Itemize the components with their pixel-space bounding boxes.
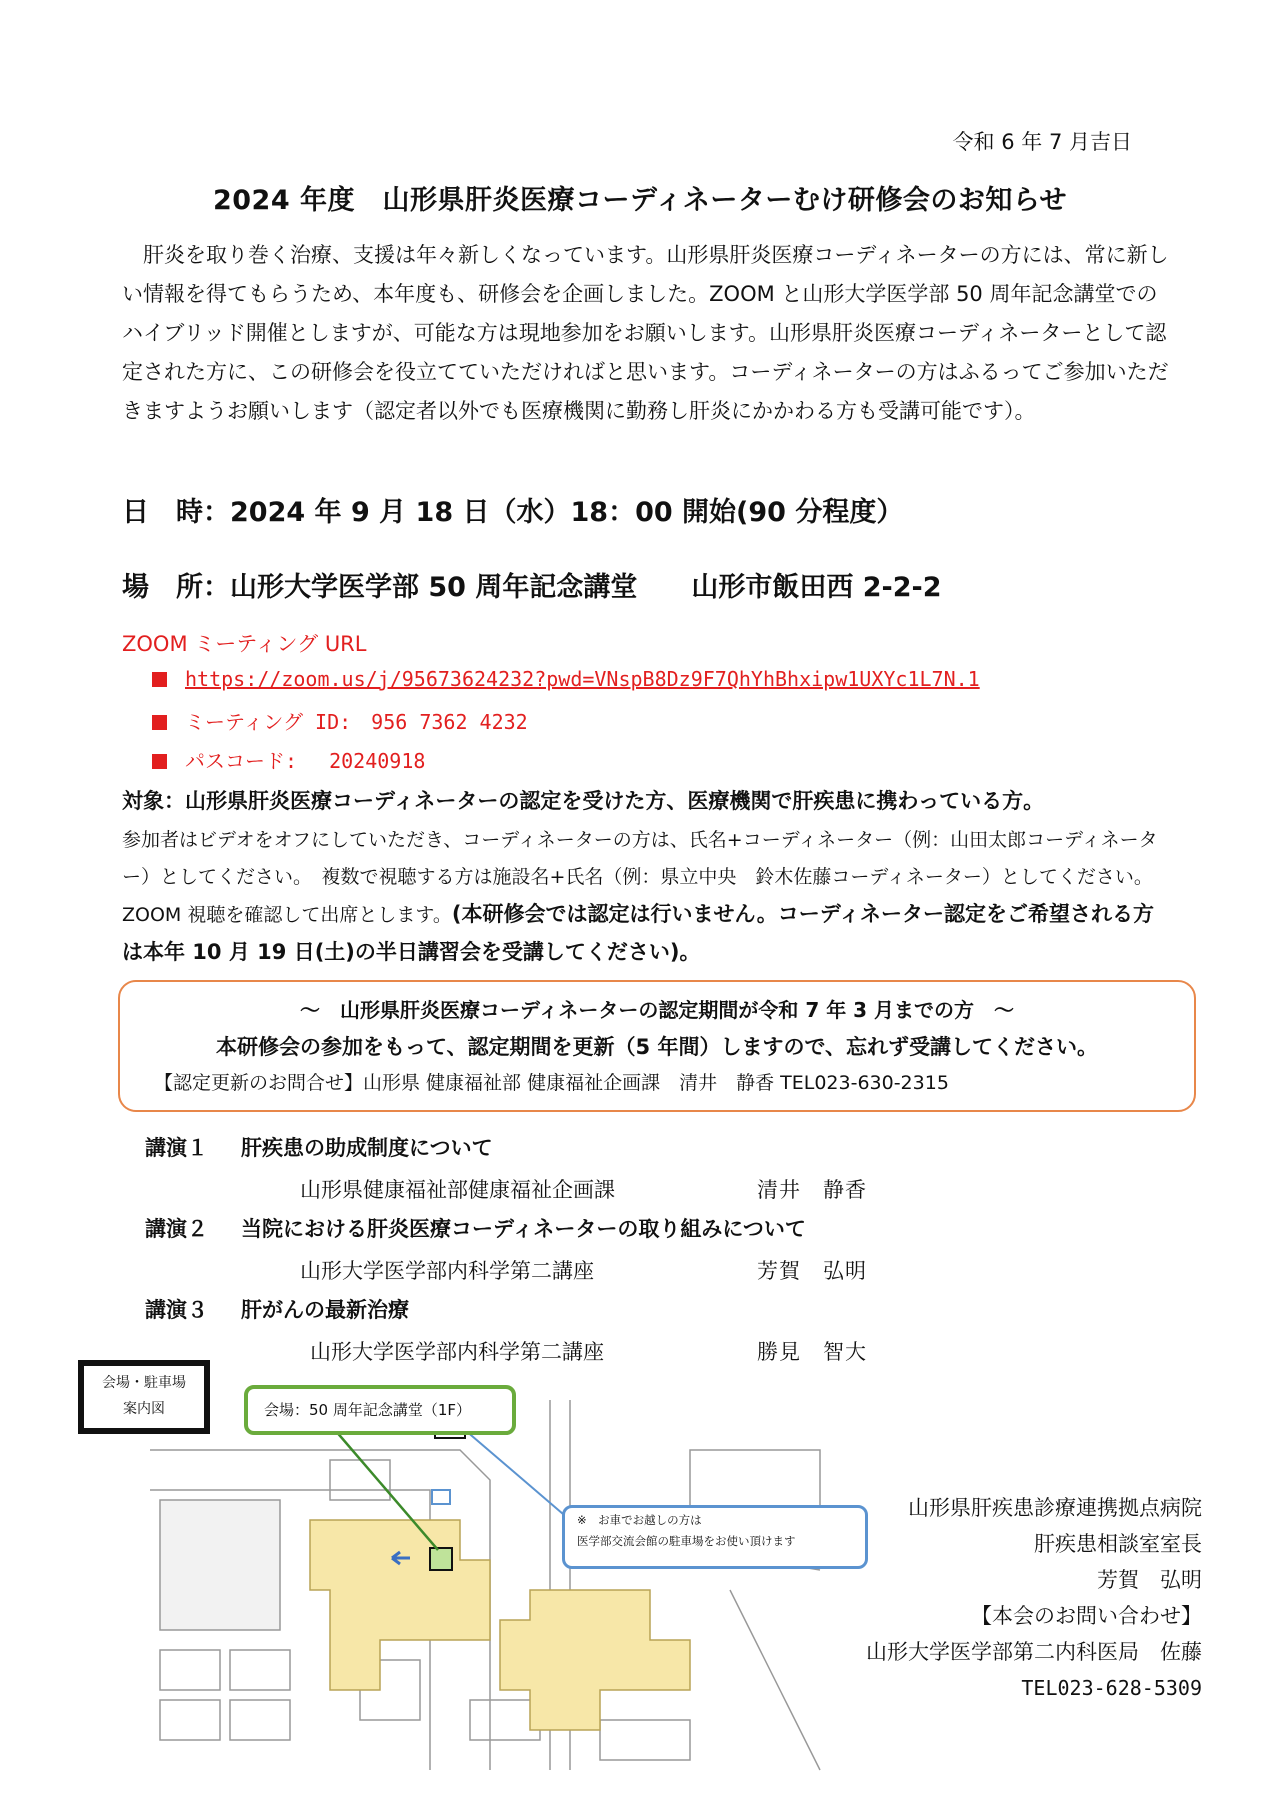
parking-line2: 医学部交流会館の駐車場をお使い頂けます: [577, 1534, 796, 1548]
map-label: [78, 1360, 210, 1434]
zoom-id-row: [152, 706, 528, 735]
page-title: 2024 年度 山形県肝炎医療コーディネーターむけ研修会のお知らせ: [212, 185, 1068, 216]
bullet-square-icon: [152, 754, 167, 769]
lecture-speaker: 清井 静香: [757, 1178, 867, 1202]
event-datetime: 日 時：2024 年 9 月 18 日（水）18：00 開始(90 分程度）: [122, 497, 904, 528]
map-label-line2: 案内図: [123, 1401, 165, 1417]
contact-line3: 芳賀 弘明: [1097, 1568, 1202, 1592]
event-venue: 場 所：山形大学医学部 50 周年記念講堂 山形市飯田西 2-2-2: [122, 572, 942, 603]
contact-block: [866, 1490, 1202, 1706]
renewal-line1: ～ 山形県肝炎医療コーディネーターの認定期間が令和 7 年 3 月までの方 ～: [299, 998, 1015, 1022]
lecture-number: 講演２: [145, 1217, 208, 1241]
contact-line5: 山形大学医学部第二内科医局 佐藤: [866, 1640, 1202, 1664]
lecture-3: [145, 1294, 409, 1324]
venue-callout: 会場：50 周年記念講堂（1F）: [244, 1385, 516, 1435]
renewal-line2: 本研修会の参加をもって、認定期間を更新（5 年間）しますので、忘れず受講してください。: [215, 1035, 1099, 1059]
lecture-speaker: 芳賀 弘明: [757, 1259, 867, 1283]
intro-paragraph: [122, 236, 1172, 431]
campus-map: [130, 1390, 830, 1790]
zoom-url-row: [152, 667, 980, 691]
note-bold-text: (本研修会では認定は行いません。コーディネーター認定をご希望される方は本年 10 月 19 日(土)の半日講習会を受講してください)。: [122, 902, 1155, 964]
bullet-square-icon: [152, 715, 167, 730]
parking-callout: [562, 1505, 868, 1569]
lecture-2: [145, 1213, 806, 1243]
contact-line4: 【本会のお問い合わせ】: [971, 1604, 1202, 1628]
zoom-passcode: パスコード: 20240918: [185, 749, 426, 773]
renewal-contact: 【認定更新のお問合せ】山形県 健康福祉部 健康福祉企画課 清井 静香 TEL023-630-2315: [154, 1072, 949, 1094]
lecture-number: 講演１: [145, 1136, 208, 1160]
lecture-title: 肝疾患の助成制度について: [241, 1136, 493, 1160]
note-text: 参加者はビデオをオフにしていただき、コーディネーターの方は、氏名+コーディネーター（例：山田太郎コーディネーター）としてください。 複数で視聴する方は施設名+氏名（例：県立中央 鈴木佐藤コーディネーター）としてください。ZOOM 視聴を確認して出席とします。: [122, 829, 1158, 926]
contact-tel: TEL023-628-5309: [1021, 1676, 1202, 1700]
lecture-title: 肝がんの最新治療: [241, 1298, 409, 1322]
target-audience: 対象：山形県肝炎医療コーディネーターの認定を受けた方、医療機関で肝疾患に携わっている方。: [122, 789, 1045, 813]
lecture-affiliation: 山形大学医学部内科学第二講座: [300, 1259, 594, 1283]
map-label-line1: 会場・駐車場: [102, 1375, 186, 1391]
lecture-1: [145, 1132, 493, 1162]
lecture-number: 講演３: [145, 1298, 208, 1322]
issue-date: 令和 6 年 7 月吉日: [952, 130, 1132, 154]
zoom-heading: ZOOM ミーティング URL: [122, 632, 367, 656]
intro-text: 肝炎を取り巻く治療、支援は年々新しくなっています。山形県肝炎医療コーディネーターの方には、常に新しい情報を得てもらうため、本年度も、研修会を企画しました。ZOOM と山形大学医学部 50 周年記念講堂でのハイブリッド開催としますが、可能な方は現地参加をお願いします。山形県肝炎医療コーディネーターとして認定された方に、この研修会を役立てていただければと思います。コーディネーターの方はふるってご参加いただきますようお願いします（認定者以外でも医療機関に勤務し肝炎にかかわる方も受講可能です）。: [122, 243, 1169, 423]
lecture-affiliation: 山形県健康福祉部健康福祉企画課: [300, 1178, 615, 1202]
lecture-affiliation: 山形大学医学部内科学第二講座: [310, 1340, 604, 1364]
zoom-meeting-id: ミーティング ID: 956 7362 4232: [185, 710, 528, 734]
renewal-notice-box: [118, 980, 1196, 1112]
zoom-passcode-row: [152, 745, 425, 774]
lecture-title: 当院における肝炎医療コーディネーターの取り組みについて: [241, 1217, 806, 1241]
lecture-speaker: 勝見 智大: [757, 1340, 867, 1364]
contact-line1: 山形県肝疾患診療連携拠点病院: [908, 1496, 1202, 1520]
contact-line2: 肝疾患相談室室長: [1034, 1532, 1202, 1556]
venue-marker: [430, 1548, 452, 1570]
zoom-url-link[interactable]: https://zoom.us/j/95673624232?pwd=VNspB8Dz9F7QhYhBhxipw1UXYc1L7N.1: [185, 667, 980, 691]
participation-note: [122, 822, 1172, 972]
bullet-square-icon: [152, 672, 167, 687]
parking-line1: ※ お車でお越しの方は: [577, 1513, 702, 1527]
